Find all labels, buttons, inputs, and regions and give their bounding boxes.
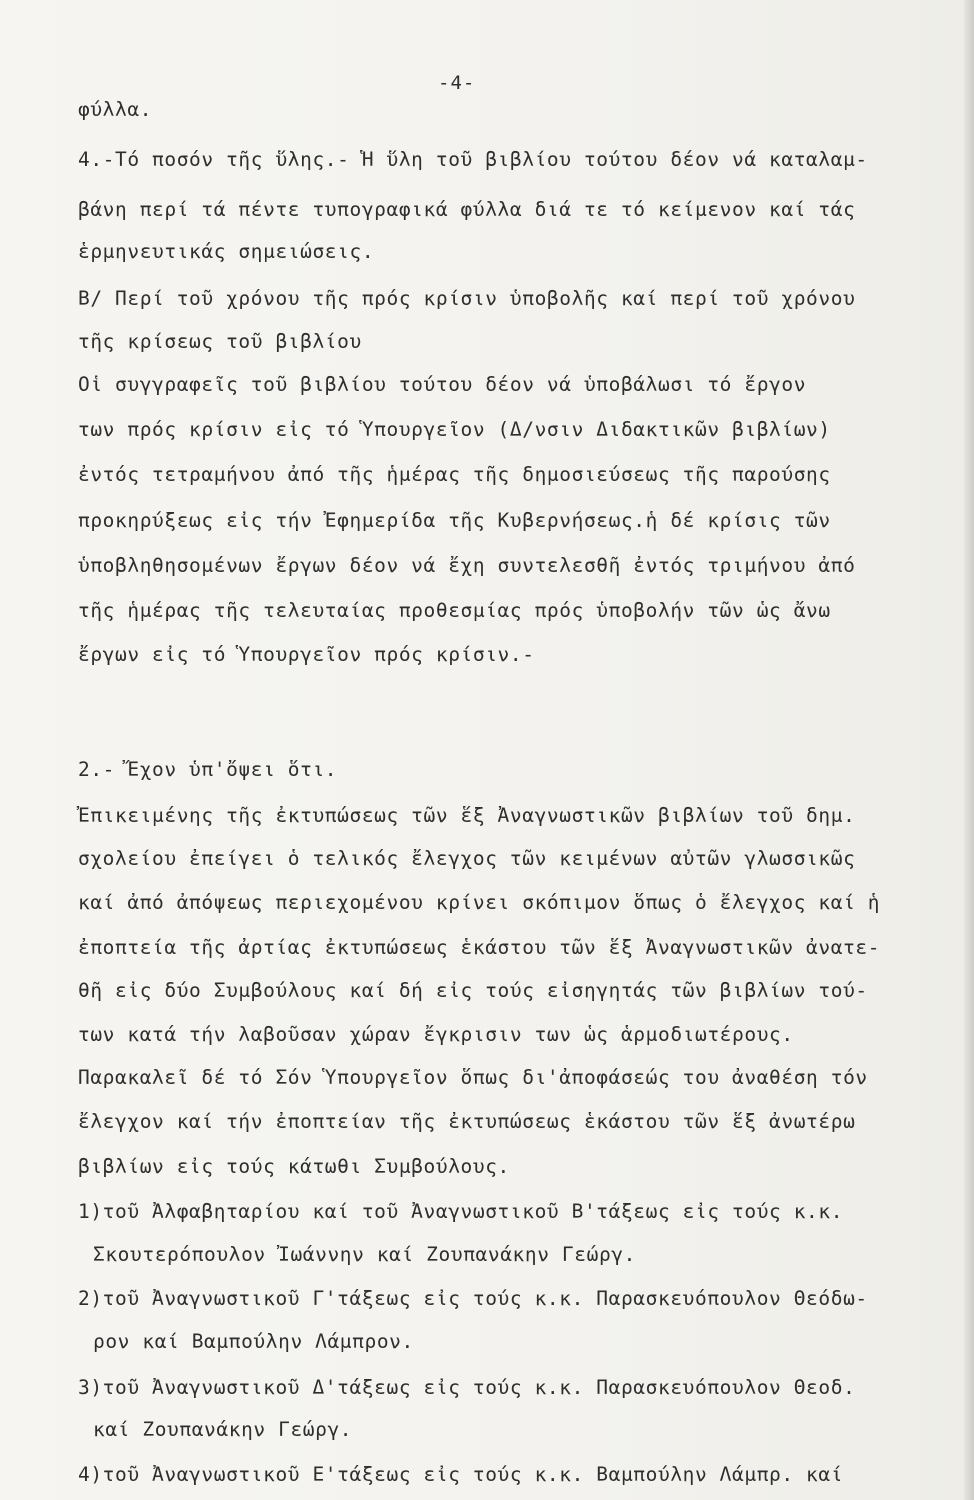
text-line: των κατά τήν λαβοῦσαν χώραν ἔγκρισιν των ὡς ἁρμοδιωτέρους. xyxy=(78,1023,794,1046)
text-line: Ἐπικειμένης τῆς ἐκτυπώσεως τῶν ἕξ Ἀναγνωστικῶν βιβλίων τοῦ δημ. xyxy=(78,804,856,827)
text-line: τῆς κρίσεως τοῦ βιβλίου xyxy=(78,330,362,353)
page-number: -4- xyxy=(438,72,476,94)
text-line: των πρός κρίσιν εἰς τό Ὑπουργεῖον (Δ/νσιν Διδακτικῶν βιβλίων) xyxy=(78,418,831,441)
text-line: Παρακαλεῖ δέ τό Σόν Ὑπουργεῖον ὅπως δι'ἀποφάσεώς του ἀναθέση τόν xyxy=(78,1066,868,1089)
text-line: καί ἀπό ἀπόψεως περιεχομένου κρίνει σκόπιμον ὅπως ὁ ἔλεγχος καί ἡ xyxy=(78,891,881,914)
text-line: φύλλα. xyxy=(78,98,153,121)
text-line: Οἱ συγγραφεῖς τοῦ βιβλίου τούτου δέον νά ὑποβάλωσι τό ἔργον xyxy=(78,373,807,396)
text-line: ρον καί Βαμπούλην Λάμπρον. xyxy=(93,1330,414,1353)
text-line: 2.- Ἔχον ὑπ'ὄψει ὅτι. xyxy=(78,758,338,781)
text-line: 1)τοῦ Ἀλφαβηταρίου καί τοῦ Ἀναγνωστικοῦ Β'τάξεως εἰς τούς κ.κ. xyxy=(78,1200,844,1223)
text-line: ἐντός τετραμήνου ἀπό τῆς ἡμέρας τῆς δημοσιεύσεως τῆς παρούσης xyxy=(78,463,831,486)
text-line: ἔλεγχον καί τήν ἐποπτείαν τῆς ἐκτυπώσεως ἑκάστου τῶν ἕξ ἀνωτέρω xyxy=(78,1110,856,1133)
text-line: τῆς ἡμέρας τῆς τελευταίας προθεσμίας πρός ὑποβολήν τῶν ὡς ἄνω xyxy=(78,599,831,622)
text-line: ἐποπτεία τῆς ἀρτίας ἐκτυπώσεως ἑκάστου τῶν ἕξ Ἀναγνωστικῶν ἀνατε- xyxy=(78,936,881,959)
text-line: 4)τοῦ Ἀναγνωστικοῦ Ε'τάξεως εἰς τούς κ.κ. Βαμπούλην Λάμπρ. καί xyxy=(78,1463,844,1486)
text-line: βιβλίων εἰς τούς κάτωθι Συμβούλους. xyxy=(78,1155,510,1178)
text-line: Β/ Περί τοῦ χρόνου τῆς πρός κρίσιν ὑποβολῆς καί περί τοῦ χρόνου xyxy=(78,287,856,310)
text-line: καί Ζουπανάκην Γεώργ. xyxy=(93,1418,353,1441)
text-line: ἑρμηνευτικάς σημειώσεις. xyxy=(78,240,375,263)
text-line: 2)τοῦ Ἀναγνωστικοῦ Γ'τάξεως εἰς τούς κ.κ. Παρασκευόπουλον Θεόδω- xyxy=(78,1287,868,1310)
text-line: θῆ εἰς δύο Συμβούλους καί δή εἰς τούς εἰσηγητάς τῶν βιβλίων τού- xyxy=(78,979,868,1002)
text-line: 3)τοῦ Ἀναγνωστικοῦ Δ'τάξεως εἰς τούς κ.κ. Παρασκευόπουλον Θεοδ. xyxy=(78,1376,856,1399)
page-edge-shadow xyxy=(964,0,974,1500)
text-line: προκηρύξεως εἰς τήν Ἐφημερίδα τῆς Κυβερνήσεως.ἡ δέ κρίσις τῶν xyxy=(78,509,831,532)
text-line: ὑποβληθησομένων ἔργων δέον νά ἔχη συντελεσθῆ ἐντός τριμήνου ἀπό xyxy=(78,554,856,577)
text-line: 4.-Τό ποσόν τῆς ὕλης.- Ἡ ὕλη τοῦ βιβλίου τούτου δέον νά καταλαμ- xyxy=(78,148,868,171)
text-line: βάνη περί τά πέντε τυπογραφικά φύλλα διά τε τό κείμενον καί τάς xyxy=(78,198,856,221)
text-line: ἔργων εἰς τό Ὑπουργεῖον πρός κρίσιν.- xyxy=(78,643,535,666)
text-line: σχολείου ἐπείγει ὁ τελικός ἔλεγχος τῶν κειμένων αὐτῶν γλωσσικῶς xyxy=(78,847,856,870)
text-line: Σκουτερόπουλον Ἰωάννην καί Ζουπανάκην Γεώργ. xyxy=(93,1243,636,1266)
